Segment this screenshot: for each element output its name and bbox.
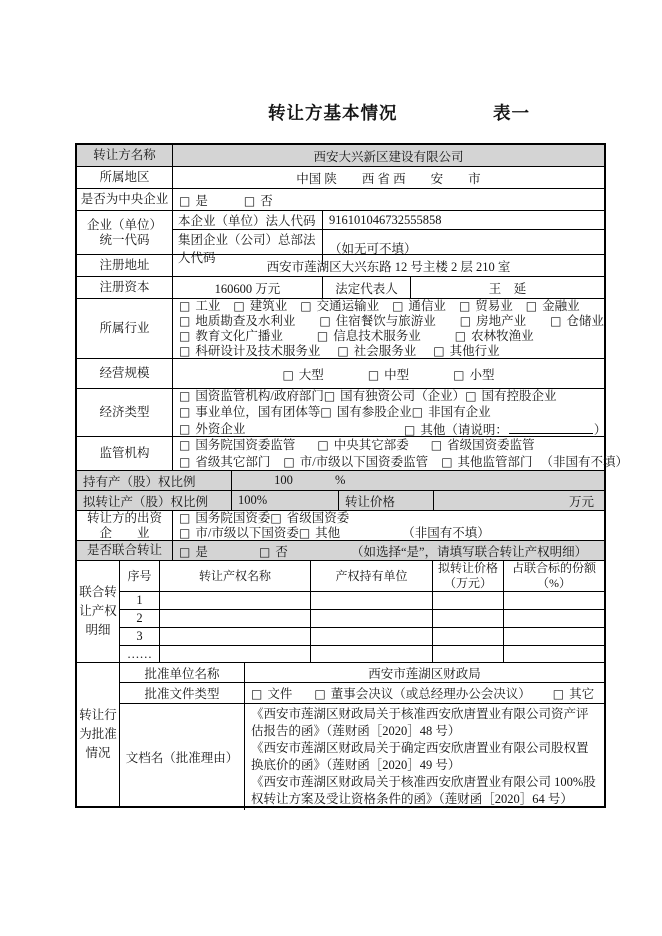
investor-note: （非国有不填） bbox=[402, 525, 490, 540]
row-registered-address bbox=[77, 255, 604, 277]
checkbox-label: 外资企业 bbox=[195, 421, 246, 436]
checkbox-option[interactable] bbox=[179, 511, 270, 526]
checkbox-option[interactable] bbox=[179, 404, 320, 420]
checkbox-option[interactable] bbox=[412, 404, 491, 420]
checkbox-icon: □ bbox=[454, 328, 467, 343]
transferor-name-value: 西安大兴新区建设有限公司 bbox=[313, 149, 464, 164]
checkbox-label: 国务院国资委监管 bbox=[195, 437, 296, 452]
checkbox-option[interactable] bbox=[441, 454, 532, 471]
checkbox-label: 市/市级以下国资委 bbox=[195, 525, 299, 540]
row-industry bbox=[77, 299, 604, 359]
cell-price[interactable] bbox=[433, 592, 504, 609]
row-transferor-name bbox=[77, 145, 604, 167]
checkbox-label: 否 bbox=[260, 193, 273, 208]
checkbox-label: 董事会决议（或总经理办公会决议） bbox=[330, 687, 531, 701]
joint-detail-row bbox=[120, 609, 604, 627]
checkbox-label: 其他监管部门 bbox=[457, 454, 533, 469]
checkbox-label: 交通运输业 bbox=[316, 298, 380, 313]
checkbox-label: 房地产业 bbox=[476, 313, 527, 328]
checkbox-icon: □ bbox=[233, 298, 245, 313]
cell-name[interactable] bbox=[160, 628, 311, 645]
checkbox-label: 仓储业 bbox=[566, 313, 604, 328]
joint-transfer-options bbox=[173, 541, 604, 560]
economic-line1 bbox=[179, 388, 606, 404]
checkbox-icon: □ bbox=[298, 525, 311, 540]
joint-options bbox=[179, 542, 339, 560]
checkbox-label: 否 bbox=[275, 544, 288, 559]
checkbox-icon: □ bbox=[282, 367, 294, 382]
cell-price[interactable] bbox=[433, 646, 504, 663]
other-explain-blank[interactable] bbox=[509, 420, 593, 434]
checkbox-label: 金融业 bbox=[542, 298, 580, 313]
checkbox-label: 省级国资委 bbox=[286, 510, 350, 525]
col-header-seq: 序号 bbox=[120, 561, 160, 591]
checkbox-icon: □ bbox=[179, 510, 191, 525]
transfer-ratio-label: 拟转让产（股）权比例 bbox=[77, 491, 232, 510]
checkbox-icon: □ bbox=[243, 193, 256, 208]
region-value: 中国 陕 西 省 西 安 市 bbox=[296, 171, 481, 186]
checkbox-label: 住宿餐饮与旅游业 bbox=[335, 313, 436, 328]
checkbox-icon: □ bbox=[300, 298, 312, 313]
checkbox-option[interactable] bbox=[270, 511, 349, 526]
regulator-options bbox=[173, 437, 634, 470]
regulator-label: 监管机构 bbox=[77, 437, 173, 470]
holding-ratio-unit: % bbox=[335, 473, 346, 487]
checkbox-label: 其他（请说明： bbox=[420, 422, 508, 437]
checkbox-label: 大型 bbox=[298, 367, 324, 382]
regulator-line1 bbox=[179, 437, 628, 454]
checkbox-icon: □ bbox=[458, 298, 471, 313]
economic-type-label: 经济类型 bbox=[77, 389, 173, 436]
checkbox-icon: □ bbox=[404, 422, 416, 437]
checkbox-label: 其他 bbox=[315, 525, 341, 540]
checkbox-label: 市/市级以下国资委监管 bbox=[299, 454, 429, 469]
checkbox-option[interactable] bbox=[179, 329, 283, 344]
checkbox-icon: □ bbox=[179, 404, 191, 419]
checkbox-label: 非国有企业 bbox=[428, 404, 491, 419]
economic-type-options bbox=[173, 389, 612, 436]
checkbox-icon: □ bbox=[259, 544, 271, 559]
industry-line3 bbox=[179, 329, 604, 344]
region-label: 所属地区 bbox=[77, 167, 173, 188]
checkbox-label: 中央其它部委 bbox=[333, 437, 409, 452]
approval-unit-row bbox=[120, 663, 604, 683]
holding-ratio-value: 100 bbox=[274, 473, 293, 487]
checkbox-option[interactable] bbox=[179, 542, 259, 560]
checkbox-icon: □ bbox=[283, 454, 295, 469]
row-transfer-ratio bbox=[77, 491, 604, 511]
checkbox-icon: □ bbox=[179, 343, 191, 358]
checkbox-option[interactable] bbox=[553, 684, 594, 702]
approval-cells bbox=[120, 663, 604, 806]
checkbox-icon: □ bbox=[179, 298, 191, 313]
checkbox-label: 国有控股企业 bbox=[481, 388, 557, 403]
row-holding-ratio bbox=[77, 471, 604, 491]
checkbox-icon: □ bbox=[179, 313, 191, 328]
central-enterprise-label: 是否为中央企业 bbox=[77, 189, 173, 210]
checkbox-option[interactable] bbox=[459, 299, 513, 314]
checkbox-option[interactable] bbox=[179, 314, 295, 329]
investor-label-line2: 企 业 bbox=[99, 525, 150, 540]
checkbox-option[interactable] bbox=[283, 454, 428, 471]
approval-doc-item: 《西安市莲湖区财政局关于核准西安欣唐置业有限公司 100%股权转让方案及受让资格条件的函》（莲财函［2020］64 号） bbox=[251, 775, 596, 806]
joint-detail-header bbox=[120, 561, 604, 591]
checkbox-label: 文件 bbox=[267, 687, 293, 701]
joint-detail-row bbox=[120, 591, 604, 609]
checkbox-option[interactable] bbox=[317, 329, 421, 344]
checkbox-label: 通信业 bbox=[408, 298, 446, 313]
checkbox-icon: □ bbox=[552, 687, 565, 701]
approval-unit-value: 西安市莲湖区财政局 bbox=[368, 666, 481, 681]
entity-code-label: 本企业（单位）法人代码 bbox=[173, 211, 323, 229]
cell-price[interactable] bbox=[433, 628, 504, 645]
cell-seq: 2 bbox=[120, 610, 160, 627]
checkbox-option[interactable] bbox=[282, 365, 323, 383]
checkbox-option[interactable] bbox=[526, 299, 580, 314]
regulator-note: （非国有不填） bbox=[540, 454, 629, 469]
cell-seq: 3 bbox=[120, 628, 160, 645]
checkbox-option[interactable] bbox=[179, 526, 299, 541]
cell-share[interactable] bbox=[504, 592, 604, 609]
checkbox-label: 中型 bbox=[384, 367, 410, 382]
col-header-holder: 产权持有单位 bbox=[311, 561, 433, 591]
checkbox-label: 小型 bbox=[469, 367, 495, 382]
checkbox-option[interactable] bbox=[244, 191, 273, 209]
checkbox-icon: □ bbox=[433, 343, 445, 358]
checkbox-option[interactable] bbox=[179, 344, 320, 359]
checkbox-icon: □ bbox=[317, 437, 329, 452]
investor-label-line1: 转让方的出资 bbox=[86, 510, 162, 525]
business-scale-label: 经营规模 bbox=[77, 359, 173, 388]
approval-docname-label: 文档名（批准理由） bbox=[120, 704, 245, 810]
col-header-share: 占联合标的份额（%） bbox=[511, 561, 596, 590]
checkbox-option[interactable] bbox=[455, 329, 534, 344]
approval-doctype-options bbox=[245, 683, 604, 703]
checkbox-option-foreign[interactable] bbox=[179, 421, 404, 437]
registered-address-value: 西安市莲湖区大兴东路 12 号主楼 2 层 210 室 bbox=[266, 259, 511, 274]
checkbox-icon: □ bbox=[525, 298, 538, 313]
industry-line2 bbox=[179, 314, 604, 329]
checkbox-label: 其他行业 bbox=[449, 343, 500, 358]
group-code-label: 集团企业（公司）总部法人代码 bbox=[173, 230, 323, 266]
industry-line4 bbox=[179, 344, 604, 359]
joint-detail-rows bbox=[120, 591, 604, 663]
checkbox-label-suffix: ） bbox=[593, 422, 607, 437]
cell-name[interactable] bbox=[160, 646, 311, 663]
approval-docs-row bbox=[120, 704, 604, 810]
cell-share[interactable] bbox=[504, 610, 604, 627]
joint-detail-label: 联合转让产权明细 bbox=[77, 561, 120, 662]
business-scale-options bbox=[173, 359, 604, 388]
checkbox-option[interactable] bbox=[179, 437, 295, 454]
approval-doc-list bbox=[245, 704, 604, 810]
row-business-scale bbox=[77, 359, 604, 389]
page-title: 转让方基本情况 bbox=[268, 103, 398, 123]
row-registered-capital bbox=[77, 277, 604, 299]
cell-holder[interactable] bbox=[311, 646, 433, 663]
economic-line3 bbox=[179, 420, 606, 438]
checkbox-icon: □ bbox=[320, 404, 332, 419]
unified-code-label-line2: 统一代码 bbox=[99, 232, 150, 247]
checkbox-option[interactable] bbox=[317, 437, 408, 454]
checkbox-option[interactable] bbox=[314, 684, 530, 702]
checkbox-label: 国有参股企业 bbox=[336, 404, 412, 419]
checkbox-icon: □ bbox=[411, 404, 424, 419]
row-region bbox=[77, 167, 604, 189]
cell-holder[interactable] bbox=[311, 610, 433, 627]
cell-holder[interactable] bbox=[311, 592, 433, 609]
row-investor-entity bbox=[77, 511, 604, 541]
row-joint-transfer bbox=[77, 541, 604, 561]
registered-capital-label: 注册资本 bbox=[77, 277, 173, 298]
checkbox-icon: □ bbox=[179, 421, 191, 436]
transfer-price-label: 转让价格 bbox=[339, 491, 434, 510]
approval-doctype-label: 批准文件类型 bbox=[120, 683, 245, 703]
checkbox-label: 国资监管机构/政府部门 bbox=[195, 388, 324, 403]
holding-ratio-cell bbox=[232, 471, 604, 490]
checkbox-icon: □ bbox=[392, 298, 404, 313]
cell-name[interactable] bbox=[160, 592, 311, 609]
cell-seq: 1 bbox=[120, 592, 160, 609]
transfer-ratio-value: 100% bbox=[232, 491, 339, 510]
investor-line2-options bbox=[179, 526, 340, 541]
checkbox-icon: □ bbox=[550, 313, 562, 328]
row-economic-type bbox=[77, 388, 607, 437]
approval-doc-item: 《西安市莲湖区财政局关于核准西安欣唐置业有限公司资产评估报告的函》（莲财函［2020］48 号） bbox=[251, 707, 589, 738]
investor-options bbox=[173, 511, 604, 540]
row-central-enterprise bbox=[77, 189, 604, 211]
checkbox-icon: □ bbox=[367, 367, 380, 382]
checkbox-label: 科研设计及技术服务业 bbox=[195, 343, 321, 358]
checkbox-option[interactable] bbox=[179, 454, 270, 471]
cell-seq: …… bbox=[120, 646, 160, 663]
checkbox-option[interactable] bbox=[431, 437, 535, 454]
approval-doc-item: 《西安市莲湖区财政局关于确定西安欣唐置业有限公司股权置换底价的函》（莲财函［2020］49 号） bbox=[251, 741, 589, 772]
checkbox-label: 信息技术服务业 bbox=[333, 328, 421, 343]
cell-price[interactable] bbox=[433, 610, 504, 627]
transferor-info-table bbox=[75, 143, 629, 808]
checkbox-option[interactable] bbox=[324, 388, 465, 404]
cell-share[interactable] bbox=[504, 628, 604, 645]
regulator-line2 bbox=[179, 454, 628, 471]
checkbox-label: 社会服务业 bbox=[353, 343, 417, 358]
sheet-number: 表一 bbox=[493, 103, 530, 123]
checkbox-icon: □ bbox=[179, 525, 191, 540]
checkbox-icon: □ bbox=[316, 328, 329, 343]
industry-label: 所属行业 bbox=[77, 299, 173, 358]
cell-name[interactable] bbox=[160, 610, 311, 627]
checkbox-option[interactable] bbox=[233, 299, 287, 314]
approval-section-label: 转让行为批准情况 bbox=[77, 663, 120, 806]
checkbox-option[interactable] bbox=[368, 365, 409, 383]
checkbox-icon: □ bbox=[453, 367, 465, 382]
joint-transfer-label: 是否联合转让 bbox=[77, 541, 173, 560]
checkbox-label: 工业 bbox=[195, 298, 221, 313]
checkbox-option[interactable] bbox=[179, 191, 208, 209]
checkbox-option[interactable] bbox=[259, 542, 339, 560]
checkbox-label: 是 bbox=[195, 544, 208, 559]
checkbox-icon: □ bbox=[465, 388, 477, 403]
checkbox-icon: □ bbox=[179, 193, 191, 208]
checkbox-option[interactable] bbox=[392, 299, 446, 314]
industry-options bbox=[173, 299, 610, 358]
checkbox-label: 地质勘查及水利业 bbox=[195, 313, 296, 328]
checkbox-icon: □ bbox=[179, 328, 191, 343]
registered-address-label: 注册地址 bbox=[77, 255, 173, 276]
registered-capital-value: 160600 万元 bbox=[173, 277, 323, 298]
checkbox-icon: □ bbox=[441, 454, 453, 469]
checkbox-icon: □ bbox=[430, 437, 443, 452]
checkbox-label: 教育文化广播业 bbox=[195, 328, 283, 343]
checkbox-option[interactable] bbox=[320, 404, 411, 420]
row-regulator bbox=[77, 437, 629, 471]
checkbox-icon: □ bbox=[179, 437, 191, 452]
checkbox-label: 其它 bbox=[569, 687, 595, 701]
entity-code-value: 916101046732555858 bbox=[329, 212, 442, 227]
regulator-line2-options bbox=[179, 454, 533, 471]
checkbox-label: 国务院国资委 bbox=[195, 510, 271, 525]
checkbox-label: 国有独资公司（企业） bbox=[340, 388, 466, 403]
checkbox-icon: □ bbox=[251, 687, 263, 701]
checkbox-label: 贸易业 bbox=[475, 298, 513, 313]
legal-representative-label: 法定代表人 bbox=[323, 277, 411, 298]
transfer-price-unit: 万元 bbox=[568, 494, 594, 509]
checkbox-option-other[interactable] bbox=[404, 420, 606, 438]
checkbox-option[interactable] bbox=[300, 299, 379, 314]
checkbox-option[interactable] bbox=[179, 299, 220, 314]
approval-doctype-row bbox=[120, 683, 604, 704]
checkbox-option[interactable] bbox=[433, 344, 499, 359]
group-code-value: （如无可不填） bbox=[329, 242, 417, 256]
checkbox-label: 农林牧渔业 bbox=[471, 328, 534, 343]
approval-unit-label: 批准单位名称 bbox=[120, 663, 245, 682]
checkbox-label: 事业单位，国有团体等 bbox=[195, 404, 321, 419]
checkbox-icon: □ bbox=[323, 388, 336, 403]
col-header-name: 转让产权名称 bbox=[160, 561, 311, 591]
checkbox-label: 建筑业 bbox=[249, 298, 288, 313]
checkbox-icon: □ bbox=[179, 544, 191, 559]
checkbox-option[interactable] bbox=[299, 526, 340, 541]
checkbox-option[interactable] bbox=[550, 314, 604, 329]
checkbox-option[interactable] bbox=[460, 314, 526, 329]
unified-code-label bbox=[77, 211, 173, 254]
checkbox-icon: □ bbox=[459, 313, 472, 328]
investor-line1 bbox=[179, 511, 598, 526]
holding-ratio-label: 持有产（股）权比例 bbox=[77, 471, 232, 490]
checkbox-icon: □ bbox=[179, 454, 191, 469]
checkbox-option[interactable] bbox=[251, 684, 292, 702]
unified-code-cells bbox=[173, 211, 604, 265]
checkbox-label: 是 bbox=[195, 193, 208, 208]
section-joint-detail bbox=[77, 561, 604, 663]
checkbox-option[interactable] bbox=[465, 388, 556, 404]
transfer-price-cell bbox=[434, 491, 604, 510]
checkbox-icon: □ bbox=[179, 388, 191, 403]
checkbox-option[interactable] bbox=[179, 388, 324, 404]
checkbox-option[interactable] bbox=[337, 344, 416, 359]
entity-code-row bbox=[173, 211, 604, 230]
checkbox-icon: □ bbox=[314, 687, 326, 701]
checkbox-option[interactable] bbox=[319, 314, 435, 329]
checkbox-label: 省级其它部门 bbox=[195, 454, 271, 469]
joint-detail-row bbox=[120, 645, 604, 663]
investor-line2 bbox=[179, 526, 598, 541]
industry-line1 bbox=[179, 299, 604, 314]
col-header-price: 拟转让价格（万元） bbox=[433, 561, 504, 591]
checkbox-label: 省级国资委监管 bbox=[447, 437, 535, 452]
cell-share[interactable] bbox=[504, 646, 604, 663]
section-approval bbox=[77, 663, 604, 806]
unified-code-label-line1: 企业（单位） bbox=[86, 217, 162, 232]
central-enterprise-options bbox=[173, 189, 604, 210]
economic-line2 bbox=[179, 404, 606, 420]
checkbox-icon: □ bbox=[270, 510, 282, 525]
checkbox-icon: □ bbox=[337, 343, 349, 358]
joint-detail-row bbox=[120, 627, 604, 645]
checkbox-icon: □ bbox=[319, 313, 331, 328]
joint-note: （如选择“是”，请填写联合转让产权明细） bbox=[351, 544, 588, 559]
legal-representative-value: 王 延 bbox=[488, 281, 527, 296]
joint-detail-table bbox=[120, 561, 604, 662]
transferor-name-label: 转让方名称 bbox=[77, 145, 173, 166]
checkbox-option[interactable] bbox=[453, 365, 494, 383]
cell-holder[interactable] bbox=[311, 628, 433, 645]
investor-entity-label bbox=[77, 511, 173, 540]
